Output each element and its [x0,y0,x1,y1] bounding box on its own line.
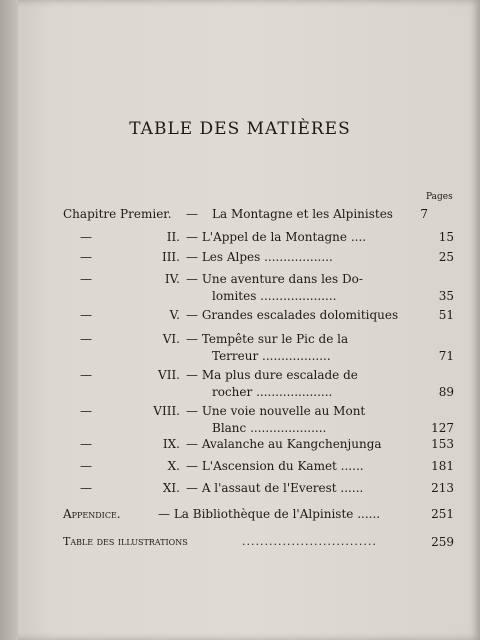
entry-page: 213 [431,481,454,495]
chapter-dash: — [186,207,198,221]
entry-title-continuation: Blanc .................... [212,421,327,435]
entry-title: — A l'assaut de l'Everest ...... [186,481,364,495]
page-title: TABLE DES MATIÈRES [129,119,351,139]
entry-title: — L'Appel de la Montagne .... [186,230,367,244]
entry-dash: — [80,272,92,286]
book-spine [0,0,18,640]
entry-title-continuation: lomites .................... [212,289,337,303]
entry-title: — Les Alpes .................. [186,250,333,264]
entry-dash: — [80,404,92,418]
entry-number: IX. [162,437,180,451]
appendice-lead: Appendice. [63,507,121,521]
chapter-title: La Montagne et les Alpinistes [212,207,393,221]
entry-page: 89 [438,385,454,399]
entry-number: V. [169,308,180,322]
appendice-page: 251 [431,507,454,521]
entry-number: IV. [164,272,180,286]
entry-title: — L'Ascension du Kamet ...... [186,459,364,473]
entry-page: 153 [431,437,454,451]
entry-number: X. [167,459,180,473]
entry-title: — Avalanche au Kangchenjunga [186,437,382,451]
entry-page: 25 [438,250,454,264]
entry-title: — Une voie nouvelle au Mont [186,404,366,418]
illustrations-dots: .............................. [242,535,377,548]
entry-dash: — [80,250,92,264]
entry-title: — Une aventure dans les Do- [186,272,363,286]
entry-title: — Ma plus dure escalade de [186,368,358,382]
entry-page: 15 [438,230,454,244]
entry-dash: — [80,481,92,495]
entry-number: II. [166,230,180,244]
entry-dash: — [80,332,92,346]
chapter-page: 7 [420,207,428,221]
entry-dash: — [80,308,92,322]
entry-page: 127 [431,421,454,435]
entry-number: III. [161,250,180,264]
entry-title: — Grandes escalades dolomitiques [186,308,399,322]
entry-dash: — [80,459,92,473]
chapter-lead: Chapitre Premier. [63,207,172,221]
illustrations-page: 259 [431,535,454,549]
entry-page: 35 [438,289,454,303]
entry-page: 181 [431,459,454,473]
illustrations-lead: Table des illustrations [63,535,188,548]
entry-title: — Tempête sur le Pic de la [186,332,349,346]
entry-dash: — [80,230,92,244]
entry-page: 71 [438,349,454,363]
entry-dash: — [80,368,92,382]
entry-dash: — [80,437,92,451]
entry-number: VII. [158,368,180,382]
appendice-title: — La Bibliothèque de l'Alpiniste ...... [158,507,381,521]
entry-number: XI. [162,481,180,495]
pages-label: Pages [426,192,453,202]
entry-page: 51 [438,308,454,322]
entry-title-continuation: rocher .................... [212,385,333,399]
entry-number: VI. [162,332,180,346]
entry-title-continuation: Terreur .................. [212,349,331,363]
entry-number: VIII. [153,404,180,418]
